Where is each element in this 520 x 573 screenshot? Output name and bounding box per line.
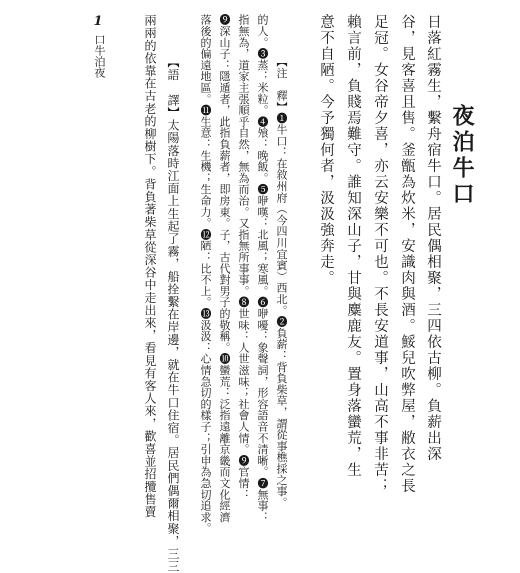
poem-line-4: 賴言前，負賤焉難守。誰知深山子，甘與麋鹿友。置身落蠻荒，生 [345, 14, 361, 478]
note-line-4: ❾深山子：隱遁者，此指負薪者，即房東。子，古代對男子的敬稱。❿蠻荒：泛指遠離京畿而文化經濟 [218, 14, 231, 523]
poem-line-3: 足冠。女谷帝夕喜，亦云安樂不可也。不長安道事，山高不事非苦； [372, 14, 388, 494]
note-line-3: 指無為，道家主張順乎自然，無為而治。又指無所事事。❽世味：人世滋味；社會人情。❾官情： [237, 14, 250, 500]
running-title: 口牛泊夜 [93, 34, 106, 78]
poem-line-5: 意不自陋。今予獨何者，汲汲強奔走。 [318, 14, 334, 286]
poem-title: 夜泊牛口 [449, 104, 475, 208]
note-line-5: 落後的偏遠地區。⓫生意：生機；生命力。⓬陋：比不上。⓭汲汲：心情急切的樣子；引申為急切追求。 [199, 14, 212, 534]
poem-line-1: 日落紅霧生，繫舟宿牛口。居民偶相聚，三四依古柳。負薪出深 [425, 14, 441, 462]
note-line-2: 的人。❸蒸：米粒。❹飧：晚飯。❺咿嘆：北風；寒風。❻咿嚘：象聲詞，形容語音不清晰。❼無事： [256, 14, 269, 523]
translation-line-2: 兩兩的依靠在古老的柳樹下。背負著柴草從深谷中走出來，看見有客人來，歡喜並招攬售賣 [143, 14, 157, 518]
note-line-1: 【注 釋】❶牛口：在敘州府（今四川宜賓）西北。❷負薪：背負柴草，謂從事樵採之事。 [275, 56, 288, 508]
poem-line-2: 谷，見客喜且售。釜甑為炊米，安識肉與酒。鮾兒吹弊屋，敝衣之長 [399, 14, 415, 494]
page-number: 1 [93, 14, 103, 29]
translation-line-1: 【語 譯】太陽落時江面上生起了霧，船拴繫在岸邊，就在牛口住宿。居民們偶爾相聚，三三 [166, 56, 180, 573]
